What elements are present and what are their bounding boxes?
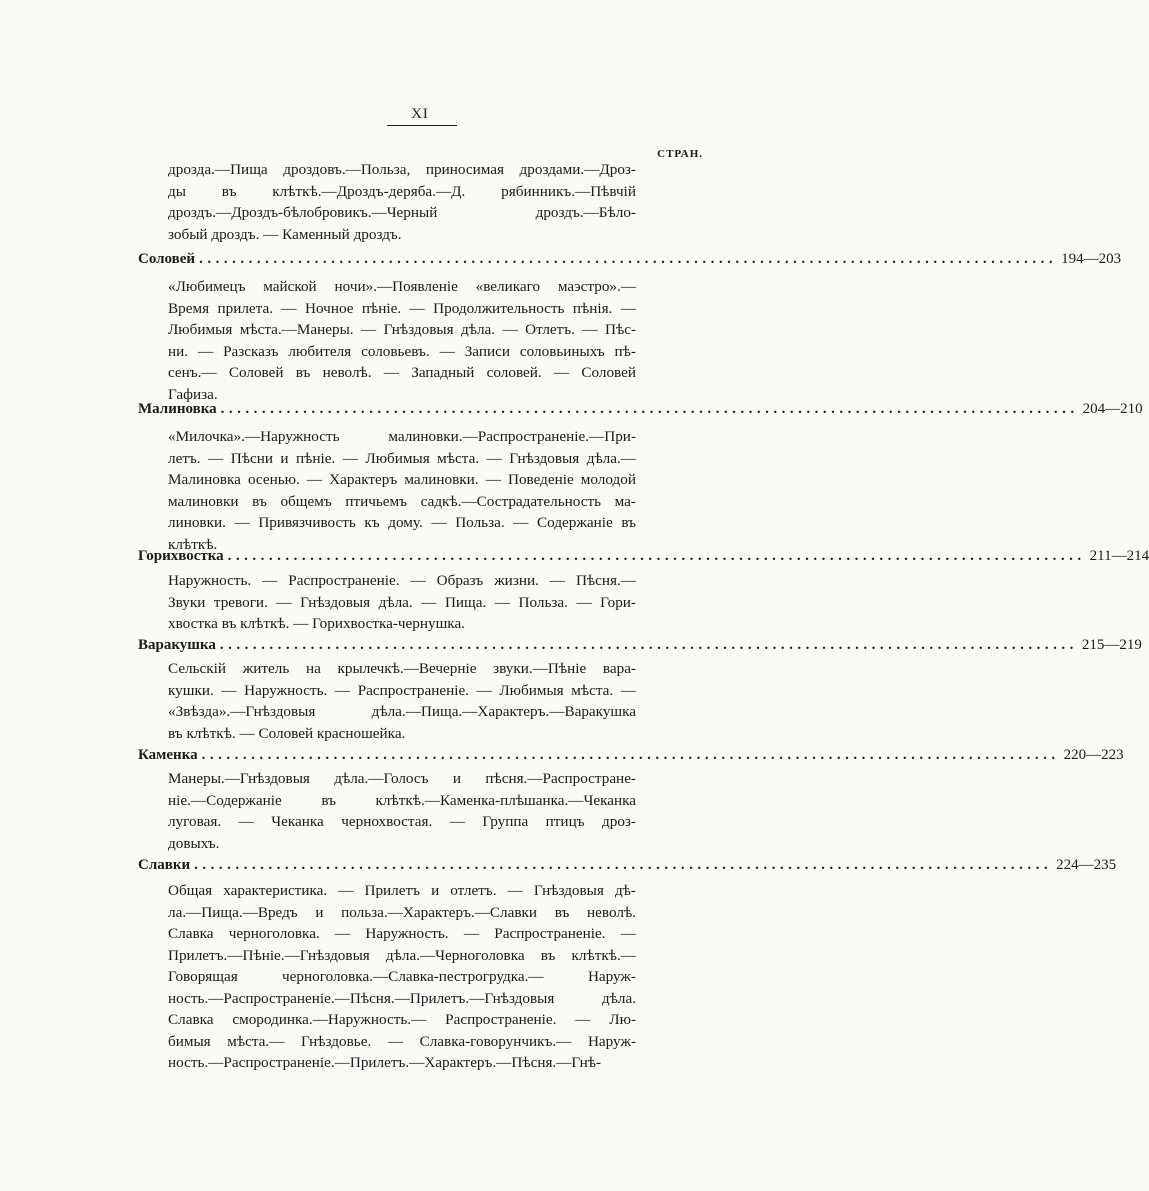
section-title: Соловей bbox=[138, 251, 196, 267]
header-rule bbox=[387, 125, 457, 126]
text-line: сенъ.— Соловей въ неволѣ. — Западный соловей. — Соловей bbox=[168, 364, 636, 381]
section-title: Горихвостка bbox=[138, 548, 224, 564]
section-summary bbox=[168, 426, 636, 555]
page-number: XI bbox=[411, 106, 429, 122]
text-line: «Любимецъ майской ночи».—Появленіе «великаго маэстро».— bbox=[168, 278, 636, 295]
leader-dots: ........................................................................................................ bbox=[201, 747, 1060, 763]
text-line: Наружность. — Распространеніе. — Образъ жизни. — Пѣсня.— bbox=[168, 572, 636, 589]
text-line: Общая характеристика. — Прилетъ и отлетъ. — Гнѣздовыя дѣ- bbox=[168, 882, 636, 899]
section-title: Варакушка bbox=[138, 637, 216, 653]
text-line: довыхъ. bbox=[168, 834, 220, 852]
text-line: летъ. — Пѣсни и пѣніе. — Любимыя мѣста. — Гнѣздовыя дѣла.— bbox=[168, 449, 636, 467]
leader-dots: ........................................................................................................ bbox=[227, 548, 1086, 564]
section-summary bbox=[168, 276, 636, 405]
text-line: зобый дроздъ. — Каменный дроздъ. bbox=[168, 225, 402, 243]
section-title: Каменка bbox=[138, 747, 198, 763]
text-line: «Звѣзда».—Гнѣздовыя дѣла.—Пища.—Характеръ.—Варакушка bbox=[168, 703, 636, 720]
section-summary bbox=[168, 768, 636, 854]
text-line: дрозда.—Пища дроздовъ.—Польза, приносимая дроздами.—Дроз- bbox=[168, 161, 636, 178]
text-line: малиновки въ общемъ птичьемъ садкѣ.—Сострадательность ма- bbox=[168, 492, 636, 510]
text-line: Гафиза. bbox=[168, 385, 218, 403]
toc-entry-solovei bbox=[138, 248, 1122, 270]
text-line: ніе.—Содержаніе въ клѣткѣ.—Каменка-плѣшанка.—Чеканка bbox=[168, 791, 636, 809]
toc-entry-malinovka bbox=[138, 398, 1143, 420]
text-line: Время прилета. — Ночное пѣніе. — Продолжительность пѣнія. — bbox=[168, 299, 636, 317]
section-summary bbox=[168, 880, 636, 1074]
text-line: клѣткѣ. bbox=[168, 535, 218, 553]
text-line: ни. — Разсказъ любителя соловьевъ. — Записи соловьиныхъ пѣ- bbox=[168, 342, 636, 360]
section-summary bbox=[168, 658, 636, 744]
section-pages: 220—223 bbox=[1063, 747, 1124, 763]
section-pages: 204—210 bbox=[1082, 401, 1143, 417]
text-line: ла.—Пища.—Вредъ и польза.—Характеръ.—Славки въ неволѣ. bbox=[168, 903, 636, 921]
text-line: «Милочка».—Наружность малиновки.—Распространеніе.—При- bbox=[168, 428, 636, 445]
toc-entry-slavki bbox=[138, 854, 1117, 876]
section-title: Славки bbox=[138, 857, 191, 873]
text-line: Говорящая черноголовка.—Славка-пестрогрудка.— Наруж- bbox=[168, 968, 636, 985]
text-line: Звуки тревоги. — Гнѣздовыя дѣла. — Пища. — Польза. — Гори- bbox=[168, 593, 636, 611]
leader-dots: ........................................................................................................ bbox=[194, 857, 1053, 873]
toc-entry-gorikhvostka bbox=[138, 545, 1149, 567]
text-line: Прилетъ.—Пѣніе.—Гнѣздовыя дѣла.—Черноголовка въ клѣткѣ.— bbox=[168, 946, 636, 964]
text-line: Манеры.—Гнѣздовыя дѣла.—Голосъ и пѣсня.—Распростране- bbox=[168, 770, 636, 787]
text-line: Славка смородинка.—Наружность.— Распространеніе. — Лю- bbox=[168, 1011, 636, 1028]
toc-entry-kamenka bbox=[138, 744, 1124, 766]
text-line: линовки. — Привязчивость къ дому. — Польза. — Содержаніе въ bbox=[168, 514, 636, 531]
text-line: въ клѣткѣ. — Соловей красношейка. bbox=[168, 724, 406, 742]
section-summary bbox=[168, 570, 636, 635]
text-line: хвостка въ клѣткѣ. — Горихвостка-чернушка. bbox=[168, 615, 465, 632]
text-line: луговая. — Чеканка чернохвостая. — Группа птицъ дроз- bbox=[168, 813, 636, 830]
pages-column-label: СТРАН. bbox=[657, 148, 703, 160]
text-line: дроздъ.—Дроздъ-бѣлобровикъ.—Черный дроздъ.—Бѣло- bbox=[168, 204, 636, 221]
toc-entry-varakushka bbox=[138, 634, 1142, 656]
leader-dots: ........................................................................................................ bbox=[220, 401, 1079, 417]
text-line: Сельскій житель на крылечкѣ.—Вечерніе звуки.—Пѣніе вара- bbox=[168, 660, 636, 677]
section-pages: 224—235 bbox=[1056, 857, 1117, 873]
leader-dots: ........................................................................................................ bbox=[219, 637, 1078, 653]
text-line: кушки. — Наружность. — Распространеніе. — Любимыя мѣста. — bbox=[168, 681, 636, 699]
section-title: Малиновка bbox=[138, 401, 217, 417]
text-line: Малиновка осенью. — Характеръ малиновки. — Поведеніе молодой bbox=[168, 471, 636, 488]
section-pages: 194—203 bbox=[1061, 251, 1122, 267]
section-pages: 215—219 bbox=[1081, 637, 1142, 653]
section-pages: 211—214 bbox=[1089, 548, 1149, 564]
text-line: бимыя мѣста.— Гнѣздовье. — Славка-говорунчикъ.— Наруж- bbox=[168, 1032, 636, 1050]
text-line: ды въ клѣткѣ.—Дроздъ-деряба.—Д. рябинникъ.—Пѣвчій bbox=[168, 182, 636, 200]
text-line: Любимыя мѣста.—Манеры. — Гнѣздовыя дѣла. — Отлетъ. — Пѣс- bbox=[168, 321, 636, 338]
text-line: ность.—Распространеніе.—Пѣсня.—Прилетъ.—Гнѣздовыя дѣла. bbox=[168, 989, 636, 1007]
text-line: Славка черноголовка. — Наружность. — Распространеніе. — bbox=[168, 925, 636, 942]
text-line: ность.—Распространеніе.—Прилетъ.—Характеръ.—Пѣсня.—Гнѣ- bbox=[168, 1054, 602, 1071]
intro-paragraph bbox=[168, 159, 636, 245]
leader-dots: ........................................................................................................ bbox=[199, 251, 1058, 267]
